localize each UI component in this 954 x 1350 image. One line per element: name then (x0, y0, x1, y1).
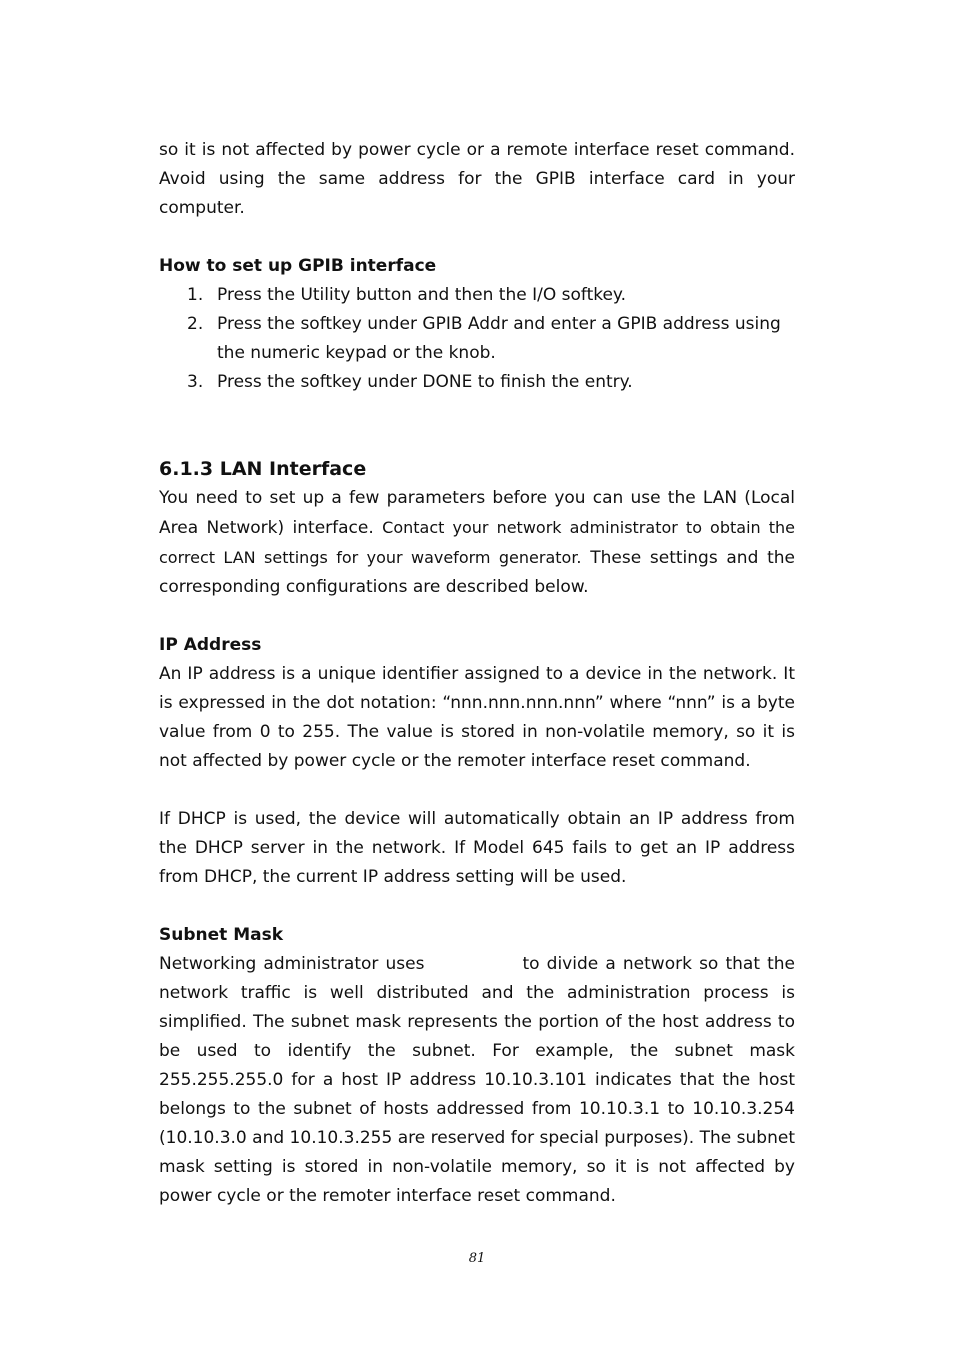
page-body (159, 136, 795, 1211)
subnet-mask-paragraph (159, 950, 795, 1211)
list-item (159, 368, 795, 397)
step-number: 1. (187, 285, 204, 305)
step-text: Press the Utility button and then the I/O softkey. (217, 285, 626, 305)
lan-intro-paragraph (159, 484, 795, 602)
step-text: Press the softkey under GPIB Addr and enter a GPIB address using the numeric keypad or the knob. (217, 314, 781, 363)
intro-paragraph: so it is not affected by power cycle or a remote interface reset command. Avoid using the same address for the GPIB interface card in your computer. (159, 140, 795, 218)
spacer (159, 223, 795, 252)
lan-intro-part-a: You need to set up a few parameters before you can use the LAN (Local Area Network) interface. (159, 488, 795, 538)
step-number: 2. (187, 314, 204, 334)
list-item (159, 310, 795, 368)
subnet-mask-heading: Subnet Mask (159, 925, 284, 945)
lan-intro-part-c: These settings and the corresponding configurations are described below. (159, 548, 795, 597)
dhcp-paragraph: If DHCP is used, the device will automatically obtain an IP address from the DHCP server in the network. If Model 645 fails to get an IP address from DHCP, the current IP address setting will be used. (159, 809, 795, 887)
page-number: 81 (468, 1251, 486, 1266)
ip-address-paragraph: An IP address is a unique identifier assigned to a device in the network. It is expressed in the dot notation: “nnn.nnn.nnn.nnn” where “nnn” is a byte value from 0 to 255. The value is stored in non-volatile memory, so it is not affected by power cycle or the remoter interface reset command. (159, 664, 795, 771)
step-text: Press the softkey under DONE to finish the entry. (217, 372, 633, 392)
gpib-howto-heading: How to set up GPIB interface (159, 256, 437, 276)
subnet-text-rest: to divide a network so that the network traffic is well distributed and the administration process is simplified. The subnet mask represents the portion of the host address to be used to identify the subnet. For example, the subnet mask 255.255.255.0 for a host IP address 10.10.3.101 indicates that the host belongs to the subnet of hosts addressed from 10.10.3.1 to 10.10.3.254 (10.10.3.0 and 10.10.3.255 are reserved for special purposes). The subnet mask setting is stored in non-volatile memory, so it is not affected by power cycle or the remoter interface reset command. (159, 954, 796, 1206)
step-number: 3. (187, 372, 204, 392)
lan-intro-part-b: Contact your network administrator to obtain the correct LAN settings for your waveform generator. (159, 518, 796, 567)
ip-address-heading: IP Address (159, 635, 262, 655)
spacer (159, 776, 795, 805)
spacer (159, 602, 795, 631)
section-heading-lan: 6.1.3 LAN Interface (159, 458, 367, 480)
list-item (159, 281, 795, 310)
spacer (159, 397, 795, 455)
gpib-steps-list (159, 281, 795, 397)
subnet-text-start: Networking administrator uses (159, 954, 425, 974)
spacer (159, 892, 795, 921)
